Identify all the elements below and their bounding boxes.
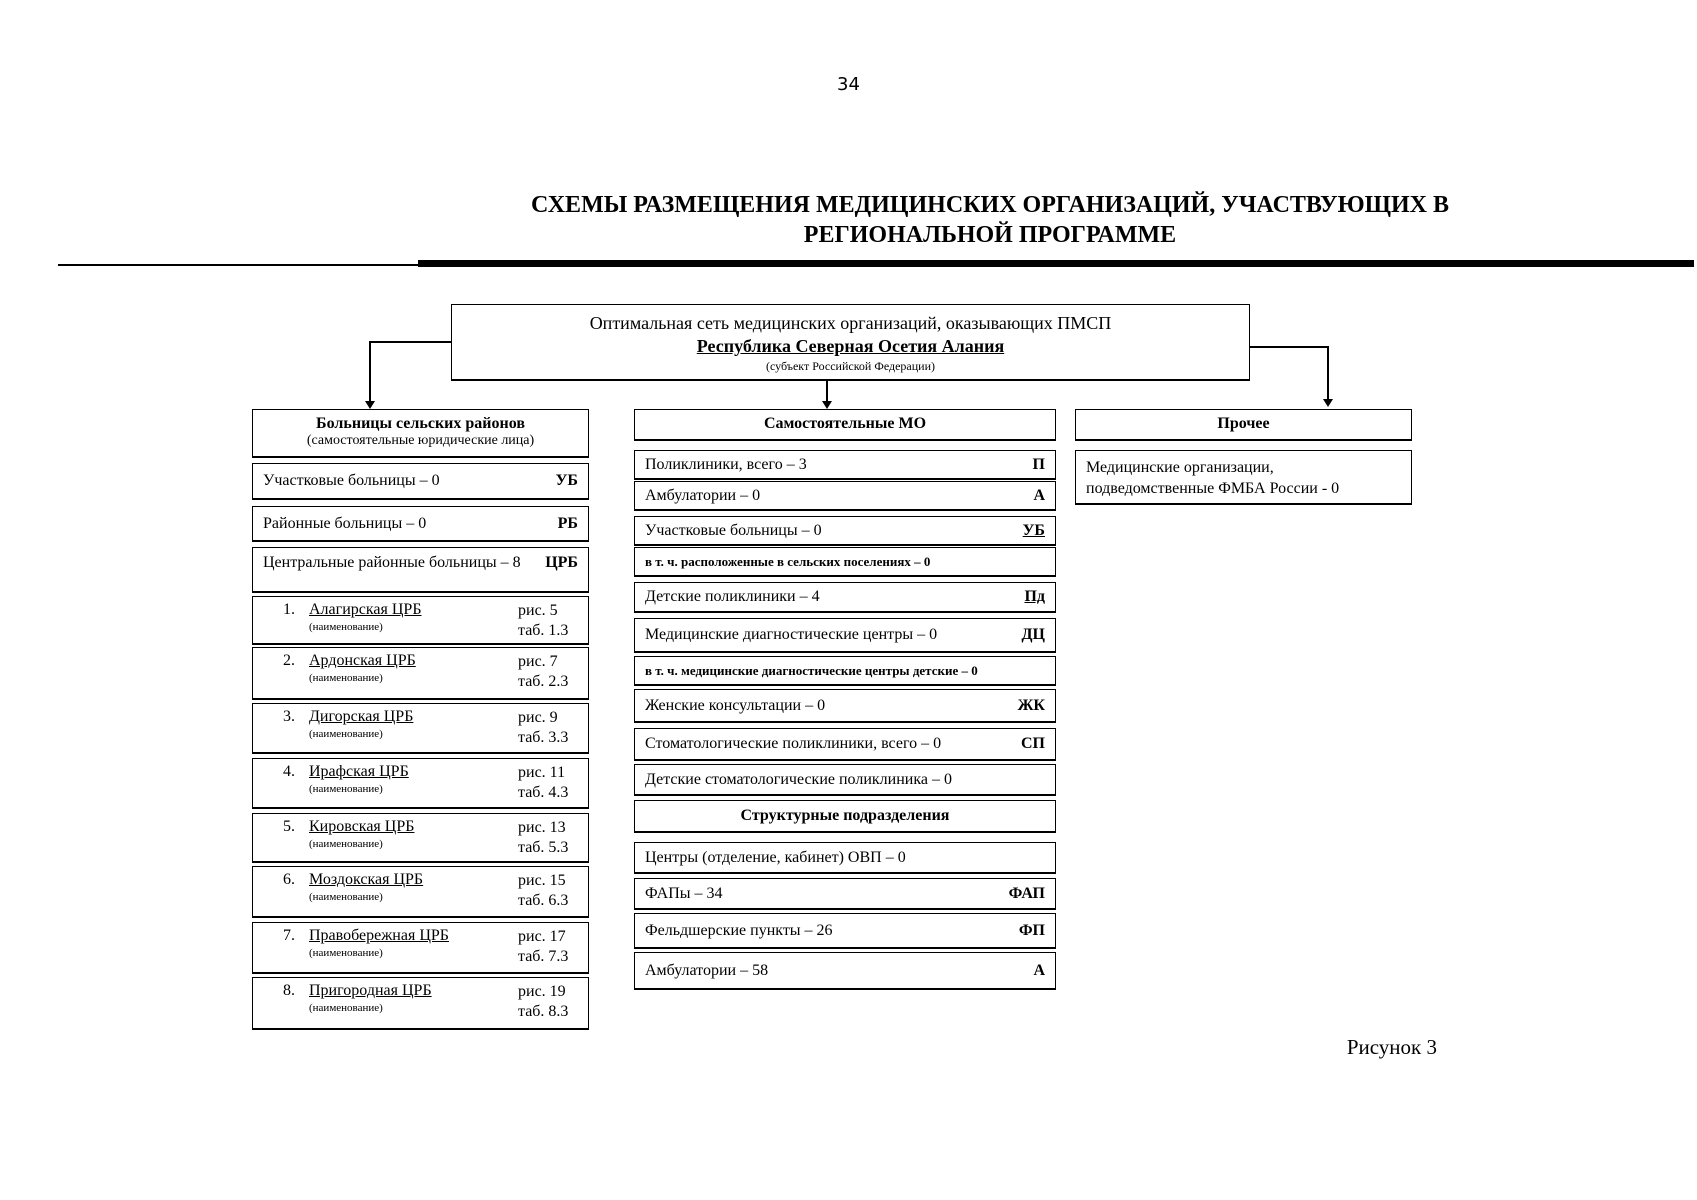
- mid-row-8: [634, 689, 1056, 723]
- other-line-2: подведомственные ФМБА России - 0: [1086, 480, 1340, 497]
- left-row-code: РБ: [557, 514, 578, 532]
- hospital-entry-6: [252, 866, 589, 918]
- hospital-name: Кировская ЦРБ: [309, 818, 415, 835]
- hospital-fig-ref: рис. 15: [518, 872, 566, 889]
- hospital-name: Дигорская ЦРБ: [309, 708, 414, 725]
- left-row-label: Центральные районные больницы – 8: [263, 554, 521, 571]
- hospital-tab-ref: таб. 5.3: [518, 839, 569, 856]
- mid-row-2: [634, 481, 1056, 511]
- connector-left-v2: [369, 341, 371, 401]
- hospital-caption: (наименование): [309, 1002, 383, 1014]
- structural-units-header: [634, 800, 1056, 833]
- mid-row-4: [634, 547, 1056, 577]
- rural-hospitals-title: Больницы сельских районов: [316, 415, 525, 432]
- left-row-label: Участковые больницы – 0: [263, 472, 440, 489]
- mid-row-1: [634, 450, 1056, 480]
- hospital-entry-1: [252, 596, 589, 645]
- mid2-row-label: Центры (отделение, кабинет) ОВП – 0: [645, 848, 906, 866]
- mid-row-code: А: [1033, 486, 1045, 504]
- figure-label: Рисунок 3: [1346, 1035, 1437, 1059]
- hospital-tab-ref: таб. 7.3: [518, 948, 569, 965]
- mid-row-label: в т. ч. расположенные в сельских поселениях – 0: [645, 553, 931, 569]
- mid-row-code: П: [1032, 455, 1045, 473]
- hospital-entry-2: [252, 647, 589, 700]
- other-fmba-box: [1075, 450, 1412, 505]
- connector-right-v: [1327, 346, 1329, 401]
- hospital-caption: (наименование): [309, 838, 383, 850]
- network-title: Оптимальная сеть медицинских организаций, оказывающих ПМСП: [589, 313, 1112, 333]
- mid2-row-4: [634, 952, 1056, 990]
- hospital-num: 8.: [283, 982, 295, 999]
- hospital-name: Правобережная ЦРБ: [309, 927, 449, 944]
- mid2-row-code: А: [1033, 961, 1045, 979]
- mid-row-label: Женские консультации – 0: [645, 696, 826, 714]
- connector-left-h: [370, 341, 451, 343]
- other-header: [1075, 409, 1412, 441]
- hospital-name: Ардонская ЦРБ: [309, 652, 416, 669]
- left-row-label: Районные больницы – 0: [263, 514, 427, 532]
- hospital-name: Моздокская ЦРБ: [309, 871, 424, 888]
- hospital-num: 3.: [283, 708, 295, 725]
- hospital-fig-ref: рис. 17: [518, 928, 566, 945]
- hospital-num: 5.: [283, 818, 295, 835]
- hospital-entry-7: [252, 922, 589, 974]
- hospital-caption: (наименование): [309, 621, 383, 633]
- hospital-tab-ref: таб. 1.3: [518, 622, 569, 639]
- independent-mo-title: Самостоятельные МО: [763, 415, 927, 432]
- structural-units-title: Структурные подразделения: [740, 807, 950, 824]
- rural-hospitals-subtitle: (самостоятельные юридические лица): [306, 433, 535, 448]
- hospital-fig-ref: рис. 11: [518, 764, 566, 781]
- hospital-num: 2.: [283, 652, 295, 669]
- mid-row-9: [634, 728, 1056, 761]
- mid-row-label: Медицинские диагностические центры – 0: [645, 626, 938, 643]
- mid-row-3: [634, 516, 1056, 546]
- connector-right-h: [1250, 346, 1329, 348]
- mid-row-code: СП: [1021, 735, 1045, 752]
- mid-row-6: [634, 618, 1056, 653]
- mid2-row-code: ФП: [1018, 921, 1045, 939]
- left-row-code: УБ: [555, 472, 578, 489]
- hospital-caption: (наименование): [309, 891, 383, 903]
- hospital-caption: (наименование): [309, 728, 383, 740]
- left-row-2: [252, 506, 589, 542]
- hospital-entry-4: [252, 758, 589, 809]
- region-caption: (субъект Российской Федерации): [765, 359, 936, 373]
- arrow-left: [365, 401, 375, 409]
- hospital-entry-3: [252, 703, 589, 754]
- hospital-tab-ref: таб. 8.3: [518, 1003, 569, 1020]
- rural-hospitals-header: [252, 409, 589, 458]
- other-line-1: Медицинские организации,: [1086, 459, 1274, 476]
- hospital-caption: (наименование): [309, 783, 383, 795]
- mid-row-label: Участковые больницы – 0: [645, 521, 822, 539]
- hospital-name: Алагирская ЦРБ: [309, 601, 422, 618]
- hospital-fig-ref: рис. 13: [518, 819, 566, 836]
- mid-row-code: ЖК: [1017, 696, 1045, 714]
- mid-row-5: [634, 582, 1056, 613]
- hospital-fig-ref: рис. 19: [518, 983, 566, 1000]
- hospital-caption: (наименование): [309, 672, 383, 684]
- mid-row-label: Детские поликлиники – 4: [645, 588, 820, 605]
- arrow-mid: [822, 401, 832, 409]
- mid-row-label: Стоматологические поликлиники, всего – 0: [645, 735, 942, 752]
- hospital-num: 7.: [283, 927, 295, 944]
- hospital-fig-ref: рис. 7: [518, 653, 558, 670]
- hospital-entry-5: [252, 813, 589, 863]
- hospital-caption: (наименование): [309, 947, 383, 959]
- mid-row-10: [634, 764, 1056, 796]
- mid2-row-3: [634, 913, 1056, 949]
- mid-row-code: УБ: [1022, 521, 1045, 539]
- mid-row-7: [634, 656, 1056, 686]
- independent-mo-header: [634, 409, 1056, 441]
- hospital-name: Ирафская ЦРБ: [309, 763, 409, 780]
- hospital-fig-ref: рис. 9: [518, 709, 558, 726]
- mid-row-code: ДЦ: [1021, 626, 1045, 643]
- mid2-row-2: [634, 878, 1056, 910]
- mid2-row-code: ФАП: [1008, 884, 1045, 902]
- region-name: Республика Северная Осетия Алания: [696, 336, 1005, 356]
- mid2-row-label: ФАПы – 34: [645, 884, 723, 902]
- hospital-tab-ref: таб. 2.3: [518, 673, 569, 690]
- hospital-entry-8: [252, 977, 589, 1030]
- hospital-num: 4.: [283, 763, 295, 780]
- left-row-code: ЦРБ: [545, 554, 578, 571]
- top-network-box: [451, 304, 1250, 381]
- left-row-1: [252, 463, 589, 500]
- title-rule-thick: [418, 260, 1694, 267]
- mid-row-label: Поликлиники, всего – 3: [645, 455, 807, 473]
- hospital-tab-ref: таб. 3.3: [518, 729, 569, 746]
- mid-row-label: Амбулатории – 0: [645, 486, 761, 504]
- left-row-3: [252, 547, 589, 593]
- arrow-right: [1323, 399, 1333, 407]
- hospital-tab-ref: таб. 6.3: [518, 892, 569, 909]
- mid-row-code: Пд: [1024, 588, 1045, 605]
- mid2-row-label: Фельдшерские пункты – 26: [645, 921, 833, 939]
- page-number: 34: [837, 74, 860, 95]
- hospital-num: 6.: [283, 871, 295, 888]
- page-title: СХЕМЫ РАЗМЕЩЕНИЯ МЕДИЦИНСКИХ ОРГАНИЗАЦИЙ, УЧАСТВУЮЩИХ В РЕГИОНАЛЬНОЙ ПРОГРАММЕ: [531, 192, 1449, 248]
- other-title: Прочее: [1217, 415, 1270, 432]
- mid-row-label: Детские стоматологические поликлиника – 0: [645, 770, 952, 788]
- mid-row-label: в т. ч. медицинские диагностические центры детские – 0: [645, 662, 978, 678]
- hospital-num: 1.: [283, 601, 295, 618]
- hospital-tab-ref: таб. 4.3: [518, 784, 569, 801]
- hospital-name: Пригородная ЦРБ: [309, 982, 432, 999]
- mid2-row-1: [634, 842, 1056, 874]
- hospital-fig-ref: рис. 5: [518, 602, 558, 619]
- mid2-row-label: Амбулатории – 58: [645, 961, 769, 979]
